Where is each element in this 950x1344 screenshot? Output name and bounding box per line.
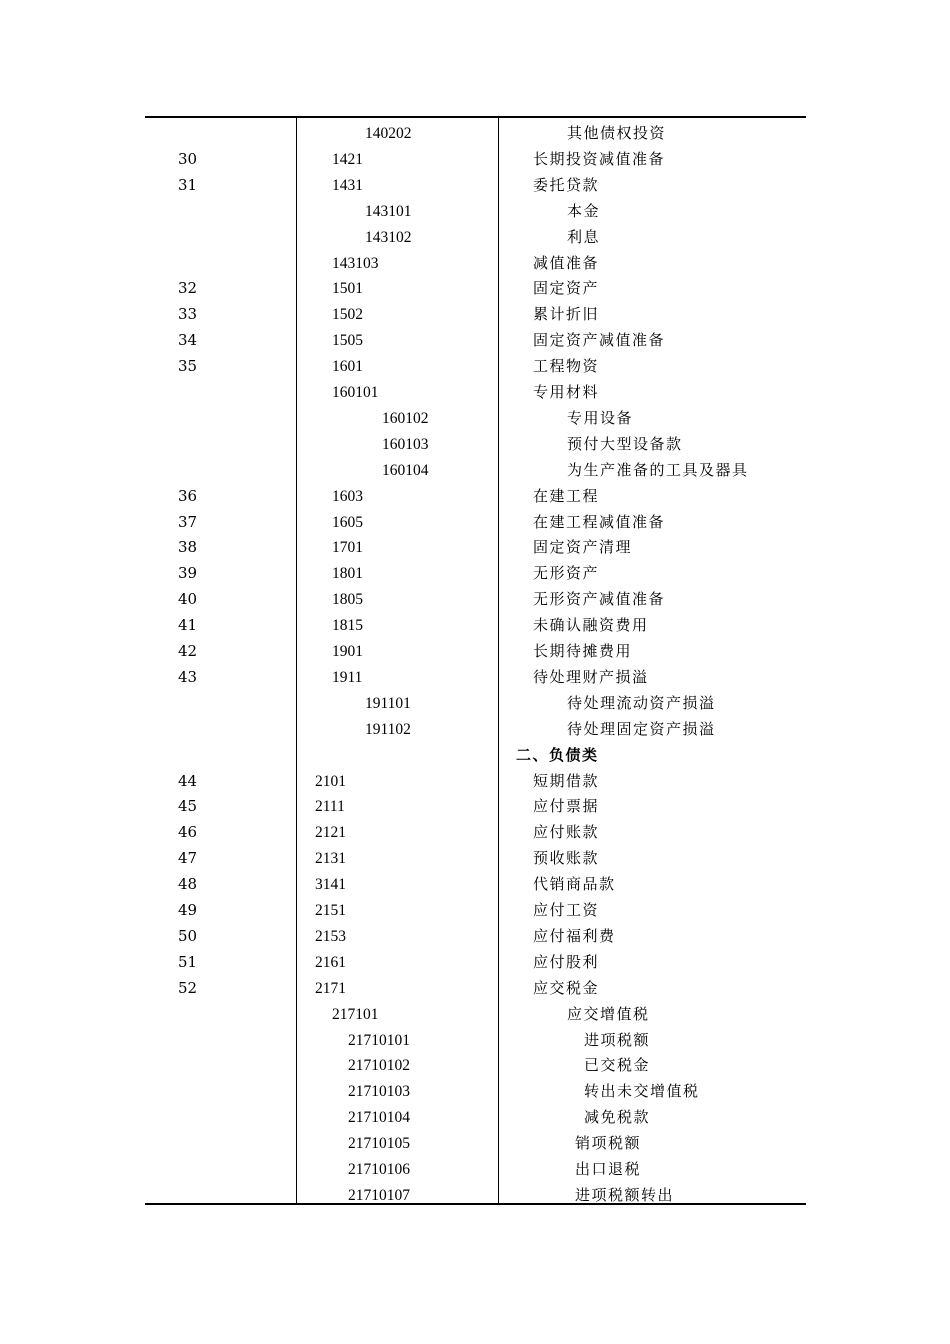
account-code: 1502 [332,306,363,324]
account-code: 21710106 [348,1161,410,1178]
account-code: 21710102 [348,1057,410,1075]
account-code: 2171 [315,979,346,997]
table-row [145,1183,806,1209]
table-row [145,639,806,665]
account-name: 其他债权投资 [567,124,667,142]
account-name: 长期待摊费用 [533,642,633,660]
account-name: 在建工程 [533,486,600,505]
row-number: 48 [178,875,198,894]
table-row [145,898,806,924]
account-name: 减值准备 [533,253,600,272]
account-code: 1911 [332,668,363,686]
account-code: 143102 [365,228,412,246]
table-row [145,846,806,872]
account-name: 进项税额 [584,1030,651,1049]
account-code: 1601 [332,358,363,376]
table-row [145,872,806,898]
account-name: 无形资产 [533,564,600,583]
account-code: 191102 [365,720,411,738]
account-name: 应交增值税 [567,1004,650,1023]
account-code: 140202 [365,125,412,142]
account-name: 在建工程减值准备 [533,512,666,531]
table-row [145,251,806,277]
row-number: 44 [178,771,198,790]
row-number: 34 [178,331,198,350]
table-row [145,950,806,976]
account-code: 160103 [382,435,429,453]
account-name: 进项税额转出 [575,1185,675,1204]
account-name: 固定资产减值准备 [533,331,666,350]
row-number: 30 [178,149,198,168]
account-code: 21710107 [348,1186,410,1204]
account-name: 工程物资 [533,357,600,376]
table-row [145,510,806,536]
account-name: 短期借款 [533,771,600,790]
table-row [145,587,806,613]
account-name: 专用设备 [567,408,634,427]
row-number: 37 [178,512,198,531]
row-number: 51 [178,952,198,971]
account-name: 累计折旧 [533,305,600,324]
account-name: 利息 [567,227,601,246]
account-name: 为生产准备的工具及器具 [567,460,749,479]
row-number: 35 [178,357,198,376]
table-row [145,484,806,510]
table-row [145,976,806,1002]
table-row [145,1105,806,1131]
account-name: 应付福利费 [533,926,616,945]
table-row [145,380,806,406]
row-number: 36 [178,486,198,505]
account-code: 160102 [382,409,429,427]
table-row [145,613,806,639]
account-name: 待处理流动资产损溢 [567,693,716,712]
account-code: 1501 [332,280,363,298]
account-name: 代销商品款 [533,875,616,894]
account-name: 应交税金 [533,978,600,997]
table-row [145,743,806,769]
account-name: 固定资产清理 [533,538,633,557]
table-row [145,820,806,846]
row-number: 31 [178,175,198,194]
account-code: 1421 [332,150,363,168]
row-number: 50 [178,926,198,945]
table-row [145,561,806,587]
section-heading: 二、负债类 [516,745,599,764]
account-name: 减免税款 [584,1108,651,1127]
row-number: 45 [178,797,198,816]
account-name: 销项税额 [575,1134,642,1153]
table-row [145,1157,806,1183]
account-code-table [145,116,806,1205]
account-code: 21710105 [348,1135,410,1153]
table-row [145,535,806,561]
account-code: 1603 [332,487,363,505]
table-row [145,691,806,717]
account-code: 2121 [315,824,346,842]
account-code: 160101 [332,384,379,401]
table-row [145,1002,806,1028]
row-number: 39 [178,564,198,583]
account-name: 委托贷款 [533,175,600,194]
row-number: 49 [178,901,198,919]
row-number: 41 [178,616,198,635]
table-row [145,1079,806,1105]
account-code: 1505 [332,332,363,350]
row-number: 38 [178,538,198,557]
table-row [145,302,806,328]
account-code: 1901 [332,643,363,660]
account-code: 160104 [382,461,429,479]
account-name: 应付股利 [533,952,600,971]
table-row [145,328,806,354]
account-name: 未确认融资费用 [533,616,649,635]
account-name: 本金 [567,201,601,220]
account-name: 待处理财产损溢 [533,667,649,686]
table-row [145,717,806,743]
account-name: 应付账款 [533,823,600,842]
account-name: 长期投资减值准备 [533,149,666,168]
row-number: 47 [178,849,198,868]
account-code: 191101 [365,694,411,712]
table-row [145,406,806,432]
account-name: 固定资产 [533,279,600,298]
row-number: 33 [178,305,198,324]
table-row [145,147,806,173]
table-row [145,924,806,950]
table-row [145,121,806,147]
account-code: 217101 [332,1005,379,1023]
account-code: 21710103 [348,1083,410,1101]
account-name: 预付大型设备款 [567,434,683,453]
table-row [145,458,806,484]
account-code: 1605 [332,513,363,531]
account-code: 1431 [332,176,363,194]
row-number: 32 [178,279,198,298]
account-name: 专用材料 [533,383,600,401]
account-code: 2101 [315,772,346,790]
table-row [145,354,806,380]
account-code: 3141 [315,876,346,894]
account-code: 1801 [332,565,363,583]
table-row [145,432,806,458]
table-row [145,769,806,795]
account-code: 1805 [332,591,363,609]
account-code: 2131 [315,850,346,868]
account-name: 应付票据 [533,797,600,816]
account-code: 2111 [315,798,345,816]
account-code: 2153 [315,927,346,945]
account-code: 21710104 [348,1109,410,1127]
table-row [145,1028,806,1054]
account-code: 2151 [315,902,346,919]
table-row [145,225,806,251]
account-name: 应付工资 [533,901,600,919]
table-row [145,1053,806,1079]
table-row [145,276,806,302]
account-code: 2161 [315,953,346,971]
table-row [145,665,806,691]
account-name: 无形资产减值准备 [533,590,666,609]
account-name: 已交税金 [584,1056,651,1075]
account-name: 预收账款 [533,849,600,868]
row-number: 42 [178,642,198,660]
account-code: 1815 [332,617,363,635]
row-number: 40 [178,590,198,609]
row-number: 52 [178,978,198,997]
row-number: 46 [178,823,198,842]
account-name: 转出未交增值税 [584,1082,700,1101]
table-row [145,1131,806,1157]
table-row [145,199,806,225]
row-number: 43 [178,667,198,686]
account-name: 出口退税 [575,1160,642,1178]
account-code: 21710101 [348,1031,410,1049]
table-row [145,794,806,820]
account-code: 143101 [365,202,412,220]
table-row [145,173,806,199]
account-code: 143103 [332,254,379,272]
account-name: 待处理固定资产损溢 [567,719,716,738]
account-code: 1701 [332,539,363,557]
